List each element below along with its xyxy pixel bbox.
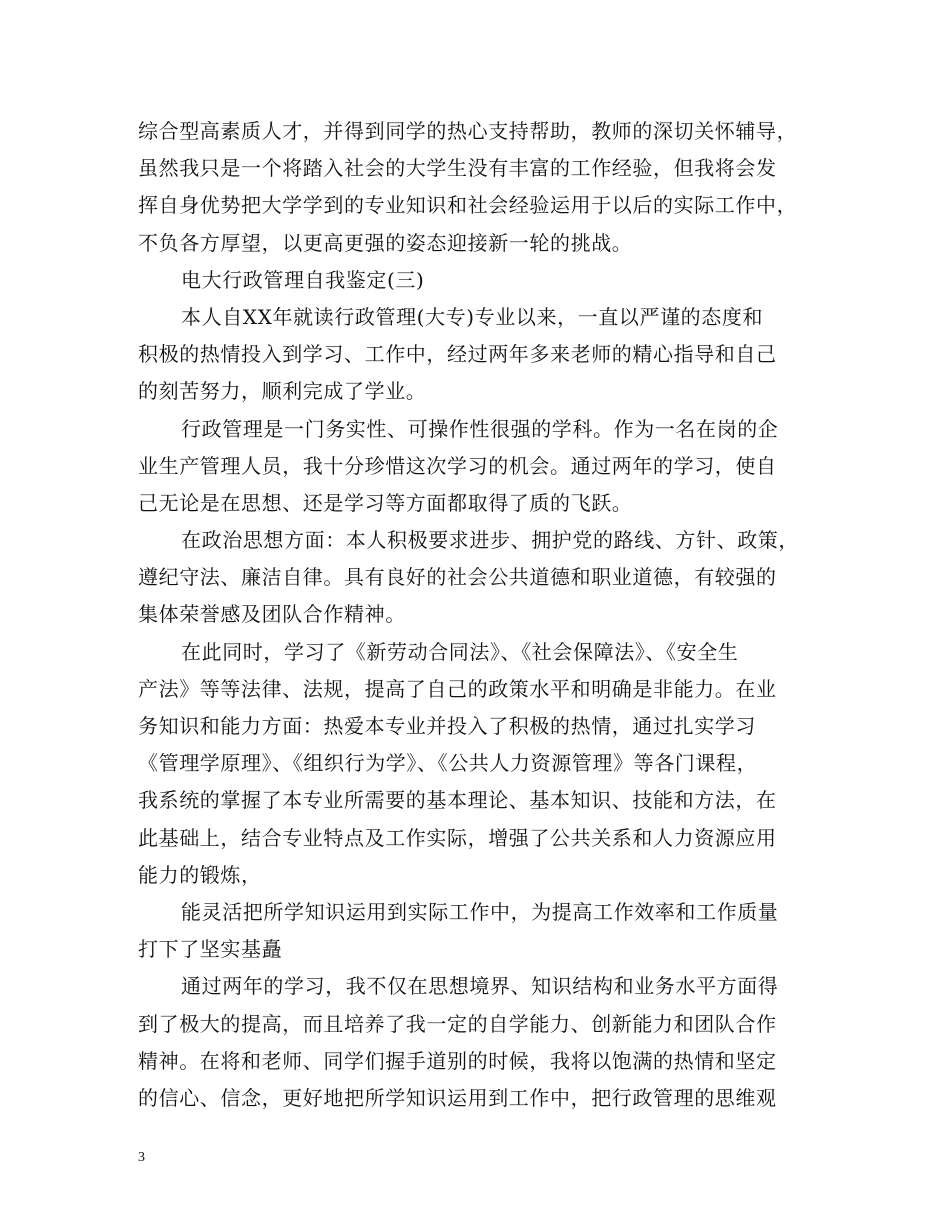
- text-line: 遵纪守法、廉洁自律。具有良好的社会公共道德和职业道德，有较强的: [138, 565, 777, 590]
- text-line: 的信心、信念，更好地把所学知识运用到工作中，把行政管理的思维观: [138, 1085, 777, 1110]
- text-line: 本人自XX年就读行政管理(大专)专业以来，一直以严谨的态度和: [181, 304, 764, 329]
- text-line: 在政治思想方面：本人积极要求进步、拥护党的路线、方针、政策，: [181, 528, 799, 553]
- text-line: 己无论是在思想、还是学习等方面都取得了质的飞跃。: [138, 490, 633, 515]
- text-line: 打下了坚实基矗: [138, 937, 283, 962]
- body-text: [138, 113, 818, 1117]
- text-line: 虽然我只是一个将踏入社会的大学生没有丰富的工作经验，但我将会发: [138, 156, 777, 181]
- text-line: 的刻苦努力，顺利完成了学业。: [138, 379, 427, 404]
- text-line: 精神。在将和老师、同学们握手道别的时候，我将以饱满的热情和坚定: [138, 1048, 777, 1073]
- text-line: 务知识和能力方面：热爱本专业并投入了积极的热情，通过扎实学习: [138, 714, 756, 738]
- text-line: 行政管理是一门务实性、可操作性很强的学科。作为一名在岗的企: [181, 416, 779, 441]
- page-number: 3: [138, 1150, 145, 1165]
- text-line: 挥自身优势把大学学到的专业知识和社会经验运用于以后的实际工作中，: [138, 193, 798, 218]
- text-line: 我系统的掌握了本专业所需要的基本理论、基本知识、技能和方法，在: [138, 788, 777, 813]
- text-line: 集体荣誉感及团队合作精神。: [138, 602, 406, 627]
- text-line: 《管理学原理》、《组织行为学》、《公共人力资源管理》等各门课程，: [138, 751, 758, 776]
- text-line: 不负各方厚望，以更高更强的姿态迎接新一轮的挑战。: [138, 230, 633, 255]
- text-line: 能力的锻炼，: [138, 862, 262, 887]
- text-line: 能灵活把所学知识运用到实际工作中，为提高工作效率和工作质量: [181, 899, 779, 924]
- section-heading: 电大行政管理自我鉴定(三): [181, 267, 425, 292]
- text-line: 业生产管理人员，我十分珍惜这次学习的机会。通过两年的学习，使自: [138, 453, 777, 478]
- text-line: 产法》等等法律、法规，提高了自己的政策水平和明确是非能力。在业: [138, 676, 777, 701]
- text-line: 综合型高素质人才，并得到同学的热心支持帮助，教师的深切关怀辅导，: [138, 119, 798, 143]
- text-line: 此基础上，结合专业特点及工作实际，增强了公共关系和人力资源应用: [138, 825, 777, 850]
- text-line: 通过两年的学习，我不仅在思想境界、知识结构和业务水平方面得: [181, 974, 779, 999]
- text-line: 积极的热情投入到学习、工作中，经过两年多来老师的精心指导和自己: [138, 342, 777, 367]
- text-line: 在此同时，学习了《新劳动合同法》、《社会保障法》、《安全生: [181, 639, 739, 664]
- text-line: 到了极大的提高，而且培养了我一定的自学能力、创新能力和团队合作: [138, 1011, 777, 1036]
